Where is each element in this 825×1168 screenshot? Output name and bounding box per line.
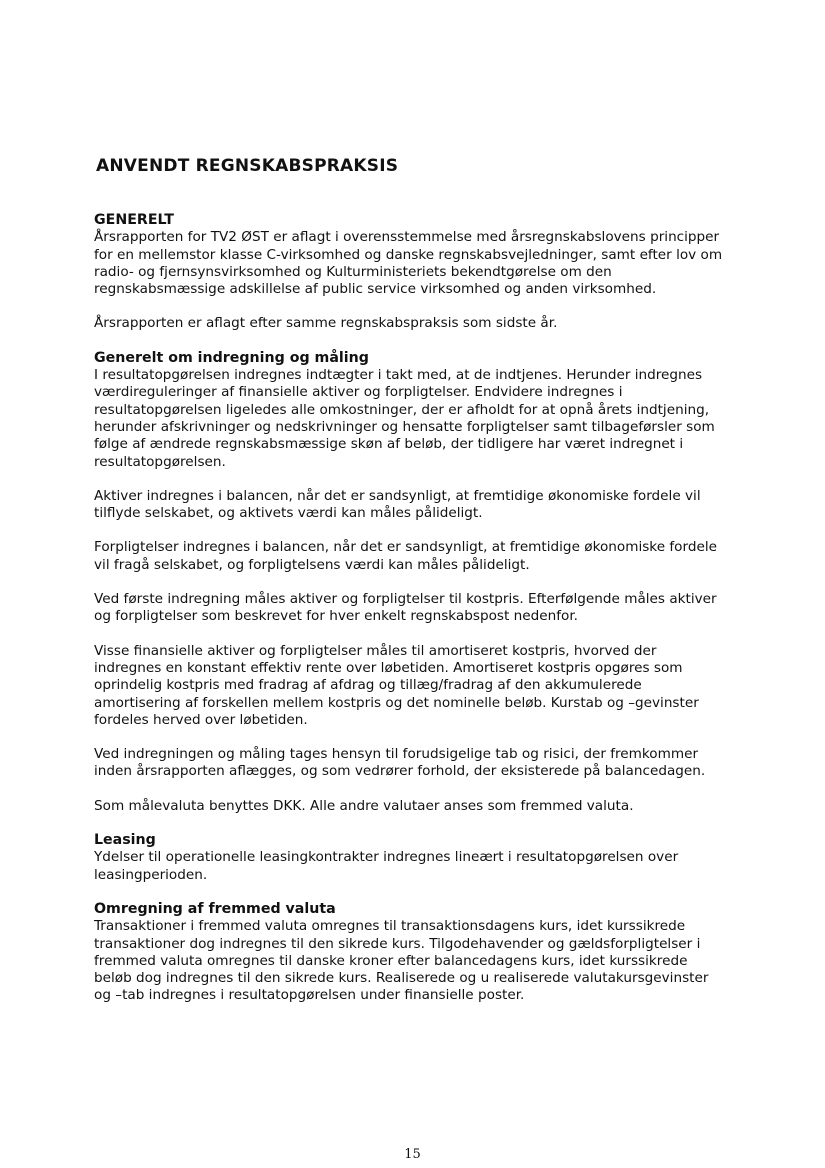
- text-line: leasingperioden.: [94, 866, 208, 883]
- page-number: 15: [404, 1147, 421, 1162]
- paragraph: [94, 918, 734, 1004]
- text-line: I resultatopgørelsen indregnes indtægter i takt med, at de indtjenes. Herunder indregnes: [94, 367, 703, 384]
- section: [94, 212, 734, 333]
- text-line: og –tab indregnes i resultatopgørelsen under finansielle poster.: [94, 987, 525, 1004]
- text-line: oprindelig kostpris med fradrag af afdrag og tillæg/fradrag af den akkumulerede: [94, 677, 642, 694]
- paragraph: [94, 798, 734, 815]
- text-line: Aktiver indregnes i balancen, når det er sandsynligt, at fremtidige økonomiske fordele vil: [94, 487, 701, 504]
- document-body: [94, 212, 734, 1022]
- text-line: indregnes en konstant effektiv rente over løbetiden. Amortiseret kostpris opgøres som: [94, 659, 683, 676]
- text-line: amortisering af forskellen mellem kostpris og det nominelle beløb. Kurstab og –gevinster: [94, 694, 699, 711]
- text-line: resultatopgørelsen ligeledes alle omkostninger, der er afholdt for at opnå årets indtjening,: [94, 401, 710, 418]
- text-line: Årsrapporten for TV2 ØST er aflagt i overensstemmelse med årsregnskabslovens principper: [94, 229, 720, 246]
- text-line: Som målevaluta benyttes DKK. Alle andre valutaer anses som fremmed valuta.: [94, 797, 634, 814]
- section: [94, 832, 734, 884]
- paragraph: [94, 488, 734, 523]
- paragraph: [94, 746, 734, 781]
- section: [94, 350, 734, 815]
- text-line: og forpligtelser som beskrevet for hver enkelt regnskabspost nedenfor.: [94, 608, 579, 625]
- text-line: vil fragå selskabet, og forpligtelsens værdi kan måles pålideligt.: [94, 556, 530, 573]
- text-line: beløb dog indregnes til den sikrede kurs. Realiserede og u realiserede valutakursgevinster: [94, 970, 709, 987]
- text-line: for en mellemstor klasse C-virksomhed og danske regnskabsvejledninger, samt efter lov om: [94, 246, 723, 263]
- text-line: resultatopgørelsen.: [94, 453, 226, 470]
- section: [94, 901, 734, 1005]
- paragraph: [94, 849, 734, 884]
- section-heading: Omregning af fremmed valuta: [94, 900, 336, 917]
- text-line: fremmed valuta omregnes til danske kroner efter balancedagens kurs, idet kurssikrede: [94, 952, 688, 969]
- paragraph: [94, 229, 734, 298]
- text-line: Transaktioner i fremmed valuta omregnes til transaktionsdagens kurs, idet kurssikrede: [94, 918, 686, 935]
- text-line: værdireguleringer af finansielle aktiver og forpligtelser. Endvidere indregnes i: [94, 384, 623, 401]
- text-line: regnskabsmæssige adskillelse af public service virksomhed og anden virksomhed.: [94, 281, 657, 298]
- text-line: radio- og fjernsynsvirksomhed og Kulturministeriets bekendtgørelse om den: [94, 263, 612, 280]
- section-heading: GENERELT: [94, 212, 174, 228]
- text-line: herunder afskrivninger og nedskrivninger og hensatte forpligtelser samt tilbageførsler som: [94, 418, 715, 435]
- text-line: Ydelser til operationelle leasingkontrakter indregnes lineært i resultatopgørelsen over: [94, 849, 679, 866]
- page-title: ANVENDT REGNSKABSPRAKSIS: [96, 156, 399, 176]
- text-line: fordeles herved over løbetiden.: [94, 711, 308, 728]
- section-heading: Leasing: [94, 832, 156, 849]
- text-line: Årsrapporten er aflagt efter samme regnskabspraksis som sidste år.: [94, 315, 558, 332]
- text-line: følge af ændrede regnskabsmæssige skøn af beløb, der tidligere har været indregnet i: [94, 436, 684, 453]
- paragraph: [94, 315, 734, 332]
- text-line: tilflyde selskabet, og aktivets værdi kan måles pålideligt.: [94, 505, 483, 522]
- text-line: Forpligtelser indregnes i balancen, når det er sandsynligt, at fremtidige økonomiske fordele: [94, 539, 717, 556]
- text-line: transaktioner dog indregnes til den sikrede kurs. Tilgodehavender og gældsforpligtelser i: [94, 935, 701, 952]
- paragraph: [94, 539, 734, 574]
- paragraph: [94, 591, 734, 626]
- section-heading: Generelt om indregning og måling: [94, 349, 369, 366]
- paragraph: [94, 643, 734, 729]
- paragraph: [94, 367, 734, 471]
- text-line: Visse finansielle aktiver og forpligtelser måles til amortiseret kostpris, hvorved der: [94, 642, 657, 659]
- text-line: inden årsrapporten aflægges, og som vedrører forhold, der eksisterede på balancedagen.: [94, 763, 706, 780]
- text-line: Ved indregningen og måling tages hensyn til forudsigelige tab og risici, der fremkommer: [94, 746, 699, 763]
- text-line: Ved første indregning måles aktiver og forpligtelser til kostpris. Efterfølgende måles aktiver: [94, 591, 717, 608]
